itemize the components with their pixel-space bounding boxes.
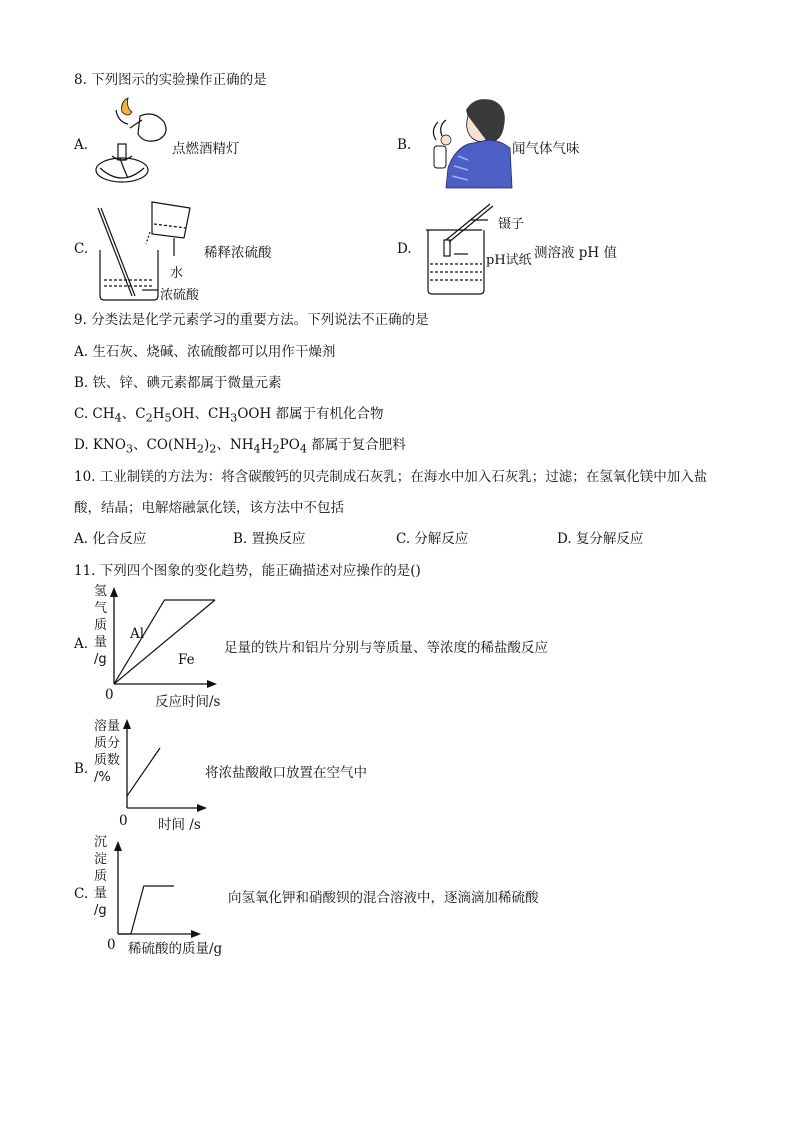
chart-b-xlabel: 时间 /s — [158, 817, 201, 833]
q10-stem-line1: 10. 工业制镁的方法为：将含碳酸钙的贝壳制成石灰乳；在海水中加入石灰乳；过滤；在氢氧化镁中加入盐 — [74, 469, 708, 485]
q11-option-b-letter: B. — [74, 761, 89, 777]
q10-option-d: D. 复分解反应 — [557, 531, 644, 547]
acid-label: 浓硫酸 — [160, 288, 200, 303]
q10-option-b: B. 置换反应 — [233, 531, 306, 547]
q8-option-b-letter: B. — [397, 137, 412, 153]
q8-option-a-letter: A. — [74, 137, 89, 153]
q11-option-b-caption: 将浓盐酸敞口放置在空气中 — [205, 765, 367, 781]
q9-option-a: A. 生石灰、烧碱、浓硫酸都可以用作干燥剂 — [74, 344, 336, 360]
q8-option-a-caption: 点燃酒精灯 — [172, 141, 240, 157]
q11-option-c-letter: C. — [74, 886, 89, 902]
chart-a-al-label: Al — [130, 626, 145, 642]
q10-option-c: C. 分解反应 — [396, 531, 469, 547]
q10-stem-line2: 酸，结晶；电解熔融氯化镁，该方法中不包括 — [74, 500, 344, 516]
q8-option-d-letter: D. — [397, 241, 412, 257]
q8-option-c-letter: C. — [74, 241, 89, 257]
chart-c-axes — [114, 841, 201, 938]
q11-option-a-caption: 足量的铁片和铝片分别与等质量、等浓度的稀盐酸反应 — [224, 640, 548, 656]
q9-option-c: C. $CH_4$、$C_2H_5OH$、$CH_3OOH$ 都属于有机化合物 — [74, 406, 384, 425]
ph-paper-label: pH试纸 — [486, 253, 532, 268]
chart-c-series-line — [118, 886, 174, 934]
water-label: 水 — [170, 266, 184, 281]
q10-option-a: A. 化合反应 — [74, 531, 147, 547]
q9-option-d: D. $KNO_3$、$CO(NH_2)_2$、$NH_4H_2PO_4$ 都属于复合肥料 — [74, 437, 406, 456]
chart-b-origin: 0 — [119, 813, 128, 829]
chart-a-ylabel: 氢 气 质 量 /g — [94, 584, 108, 667]
q8-option-d-caption: 测溶液 pH 值 — [534, 245, 617, 261]
chart-a-xlabel: 反应时间/s — [155, 694, 221, 710]
chart-a-fe-label: Fe — [178, 652, 195, 668]
q9-option-b: B. 铁、锌、碘元素都属于微量元素 — [74, 375, 282, 391]
q8-option-c-caption: 稀释浓硫酸 — [204, 245, 272, 261]
chart-b-ylabel: 溶量 质分 质数 /% — [94, 719, 121, 785]
q8-option-b-caption: 闻气体气味 — [512, 141, 580, 157]
q11-option-a-letter: A. — [74, 636, 89, 652]
tweezers-label: 镊子 — [498, 217, 525, 232]
chart-a-origin: 0 — [105, 687, 114, 703]
q8-stem: 8. 下列图示的实验操作正确的是 — [74, 72, 267, 88]
chart-c-xlabel: 稀硫酸的质量/g — [128, 941, 223, 957]
q11-option-c-caption: 向氢氧化钾和硝酸钡的混合溶液中，逐滴滴加稀硫酸 — [228, 890, 539, 906]
chart-c-origin: 0 — [107, 937, 116, 953]
chart-c-ylabel: 沉 淀 质 量 /g — [94, 835, 108, 918]
q11-stem: 11. 下列四个图象的变化趋势，能正确描述对应操作的是() — [74, 563, 421, 579]
q9-stem: 9. 分类法是化学元素学习的重要方法。下列说法不正确的是 — [74, 312, 429, 328]
